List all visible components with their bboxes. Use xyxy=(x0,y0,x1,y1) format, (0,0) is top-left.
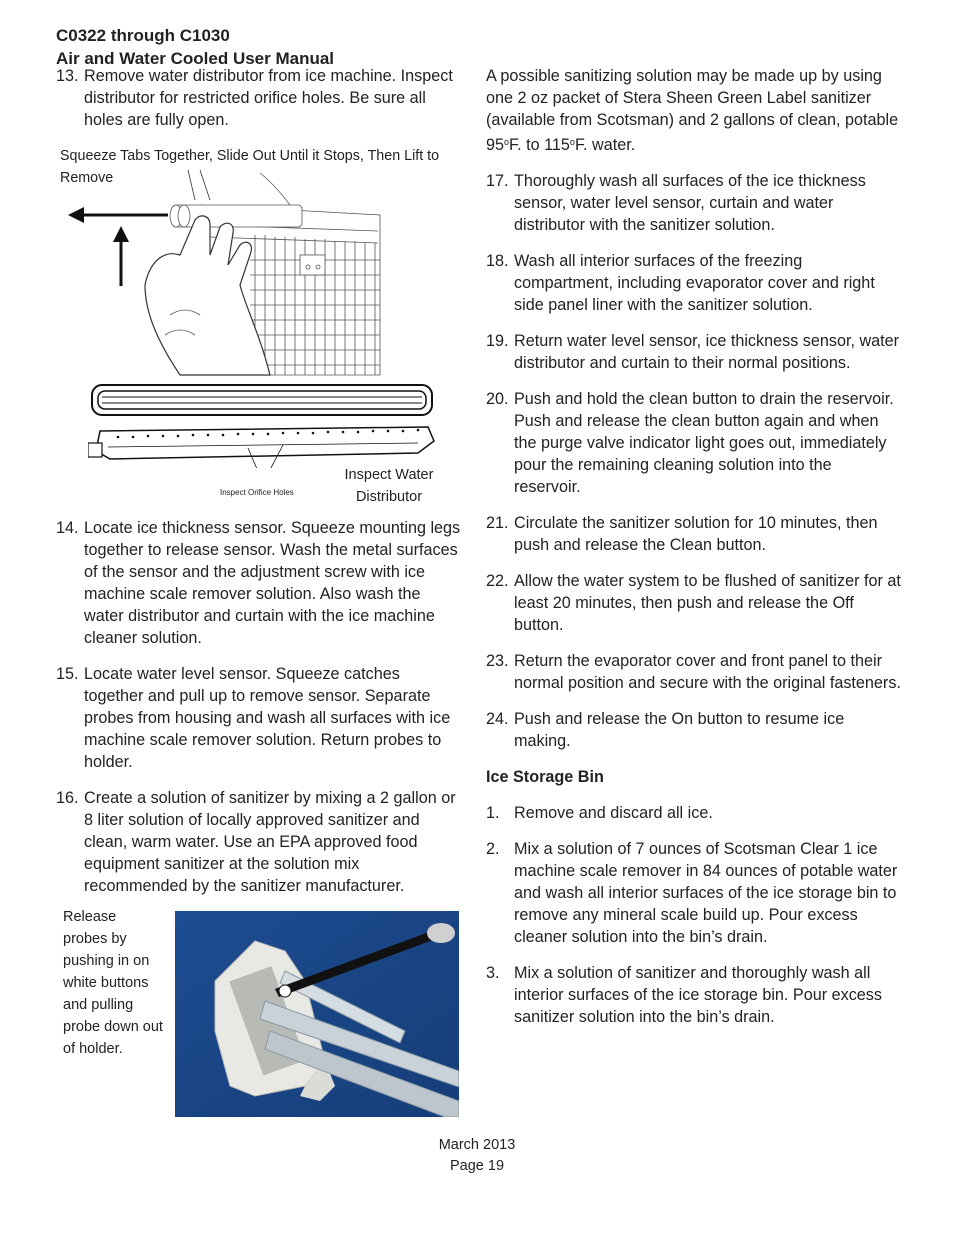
step-23: 23. Return the evaporator cover and front panel to their normal position and secure with the original fasteners. xyxy=(486,652,901,692)
figure1-caption: Squeeze Tabs Together, Slide Out Until it Stops, Then Lift to Remove xyxy=(60,148,440,186)
water-level-sensor-photo xyxy=(175,911,459,1117)
bin-step-1: 1. Remove and discard all ice. xyxy=(486,804,713,822)
distributor-top-view xyxy=(88,383,436,468)
step-17: 17. Thoroughly wash all surfaces of the ice thickness sensor, water level sensor, curtain and water distributor with the sanitizer solution. xyxy=(486,172,866,234)
step-13: 13. Remove water distributor from ice machine. Inspect distributor for restricted orifice holes. Be sure all holes are fully open. xyxy=(56,67,453,129)
step-15: 15. Locate water level sensor. Squeeze catches together and pull up to remove sensor. Separate probes from housing and wash all surfaces with ice machine scale remover solution. Return probes to holder. xyxy=(56,665,451,771)
page-number: Page 19 xyxy=(449,1158,505,1174)
step-18: 18. Wash all interior surfaces of the freezing compartment, including evaporator cover and right side panel liner with the sanitizer solution. xyxy=(486,252,875,314)
step-14: 14. Locate ice thickness sensor. Squeeze mounting legs together to release sensor. Wash the metal surfaces of the sensor and the adjustment screw with ice machine scale remover solution. Also wash the water distributor and curtain with the ice machine cleaner solution. xyxy=(56,519,461,647)
left-column-lower xyxy=(56,517,461,897)
arrow-up-icon xyxy=(111,226,131,286)
model-range-title: C0322 through C1030 xyxy=(56,26,230,45)
step-21: 21. Circulate the sanitizer solution for 10 minutes, then push and release the Clean button. xyxy=(486,514,878,554)
document-header xyxy=(56,24,334,70)
bin-step-3: 3. Mix a solution of sanitizer and thoroughly wash all interior surfaces of the ice storage bin. Pour excess sanitizer solution into the bin’s drain. xyxy=(486,964,882,1026)
arrow-left-icon xyxy=(68,205,168,225)
step-20: 20. Push and hold the clean button to drain the reservoir. Push and release the clean button again and when the purge valve indicator light goes out, immediately pour the remaining cleaning solution into the reservoir. xyxy=(486,390,894,496)
right-column xyxy=(486,65,901,1028)
step-19: 19. Return water level sensor, ice thickness sensor, water distributor and curtain to their normal positions. xyxy=(486,332,900,372)
distributor-label: Inspect Water Distributor xyxy=(344,467,434,505)
ice-storage-bin-heading: Ice Storage Bin xyxy=(486,768,604,786)
sanitizer-intro: A possible sanitizing solution may be made up by using one 2 oz packet of Stera Sheen Green Label sanitizer (available from Scotsman) and 2 gallons of clean, potable 95$^o$F. to 115$^o$F. water. xyxy=(486,67,899,154)
bin-step-2: 2. Mix a solution of 7 ounces of Scotsman Clear 1 ice machine scale remover in 84 ounces of potable water and wash all interior surfaces of the ice storage bin to remove any mineral scale build up. Pour excess cleaner solution into the bin’s drain. xyxy=(486,840,898,946)
distributor-removal-illustration xyxy=(60,165,390,380)
figure2-caption: Release probes by pushing in on white buttons and pulling probe down out of holder. xyxy=(63,909,163,1057)
step-16: 16. Create a solution of sanitizer by mixing a 2 gallon or 8 liter solution of locally approved sanitizer and clean, warm water. Use an EPA approved food equipment sanitizer at the solution mix recommended by the sanitizer manufacturer. xyxy=(56,789,456,895)
orifice-label: Inspect Orifice Holes xyxy=(220,488,294,497)
page-footer xyxy=(0,1135,954,1177)
publication-date: March 2013 xyxy=(438,1137,516,1153)
step-22: 22. Allow the water system to be flushed of sanitizer for at least 20 minutes, then push and release the Off button. xyxy=(486,572,901,634)
step-24: 24. Push and release the On button to resume ice making. xyxy=(486,710,845,750)
manual-title: Air and Water Cooled User Manual xyxy=(56,49,335,68)
left-column xyxy=(56,65,461,131)
